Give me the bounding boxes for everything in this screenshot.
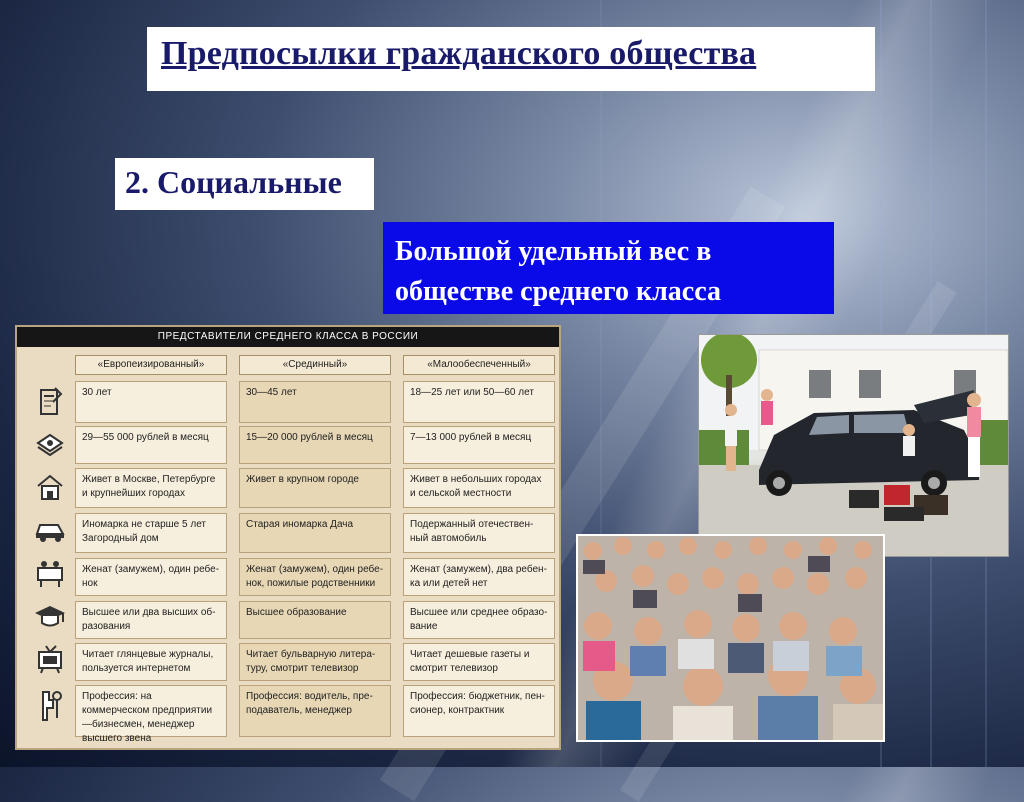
subtitle-box	[115, 158, 374, 210]
tv-icon	[27, 640, 73, 678]
graduation-cap-icon	[27, 597, 73, 635]
table-cell: Профессия: водитель, пре-подаватель, менеджер	[239, 685, 391, 737]
column-header-low-income: «Малообеспеченный»	[403, 355, 555, 375]
callout-box	[383, 222, 834, 314]
table-cell: Женат (замужем), один ребе-нок, пожилые родственники	[239, 558, 391, 596]
slide-title: Предпосылки гражданского общества	[161, 35, 757, 72]
callout-line-2: обществе среднего класса	[395, 276, 721, 307]
table-cell: Старая иномарка Дача	[239, 513, 391, 553]
money-icon	[27, 425, 73, 463]
table-cell: Высшее или среднее образо-вание	[403, 601, 555, 639]
table-cell: 7—13 000 рублей в месяц	[403, 426, 555, 464]
table-cell: Читает глянцевые журналы, пользуется интернетом	[75, 643, 227, 681]
table-cell: 30—45 лет	[239, 381, 391, 423]
table-cell: Читает бульварную литера-туру, смотрит телевизор	[239, 643, 391, 681]
table-cell: 15—20 000 рублей в месяц	[239, 426, 391, 464]
table-cell: Высшее образование	[239, 601, 391, 639]
age-icon	[27, 382, 73, 420]
table-cell: Женат (замужем), два ребен-ка или детей нет	[403, 558, 555, 596]
slide-subtitle: 2. Социальные	[125, 164, 342, 200]
middle-class-table	[15, 325, 561, 750]
house-icon	[27, 468, 73, 506]
callout-line-1: Большой удельный вес в	[395, 236, 712, 267]
table-cell: Живет в Москве, Петербурге и крупнейших городах	[75, 468, 227, 508]
table-cell: Читает дешевые газеты и смотрит телевизор	[403, 643, 555, 681]
column-header-middle: «Срединный»	[239, 355, 391, 375]
table-cell: Иномарка не старше 5 лет Загородный дом	[75, 513, 227, 553]
family-car-photo	[698, 334, 1009, 557]
table-cell: 30 лет	[75, 381, 227, 423]
car-icon	[27, 511, 73, 549]
table-heading: ПРЕДСТАВИТЕЛИ СРЕДНЕГО КЛАССА В РОССИИ	[17, 327, 559, 347]
table-cell: 29—55 000 рублей в месяц	[75, 426, 227, 464]
crowd-photo	[576, 534, 885, 742]
title-box	[147, 27, 875, 91]
tools-icon	[27, 687, 73, 725]
table-cell: Высшее или два высших об-разования	[75, 601, 227, 639]
family-icon	[27, 554, 73, 592]
table-cell: Профессия: на коммерческом предприятии—бизнесмен, менеджер высшего звена	[75, 685, 227, 737]
column-header-europeanized: «Европеизированный»	[75, 355, 227, 375]
table-cell: Живет в небольших городах и сельской местности	[403, 468, 555, 508]
table-cell: Живет в крупном городе	[239, 468, 391, 508]
table-cell: Подержанный отечествен-ный автомобиль	[403, 513, 555, 553]
table-cell: 18—25 лет или 50—60 лет	[403, 381, 555, 423]
table-cell: Профессия: бюджетник, пен-сионер, контрактник	[403, 685, 555, 737]
table-cell: Женат (замужем), один ребе-нок	[75, 558, 227, 596]
